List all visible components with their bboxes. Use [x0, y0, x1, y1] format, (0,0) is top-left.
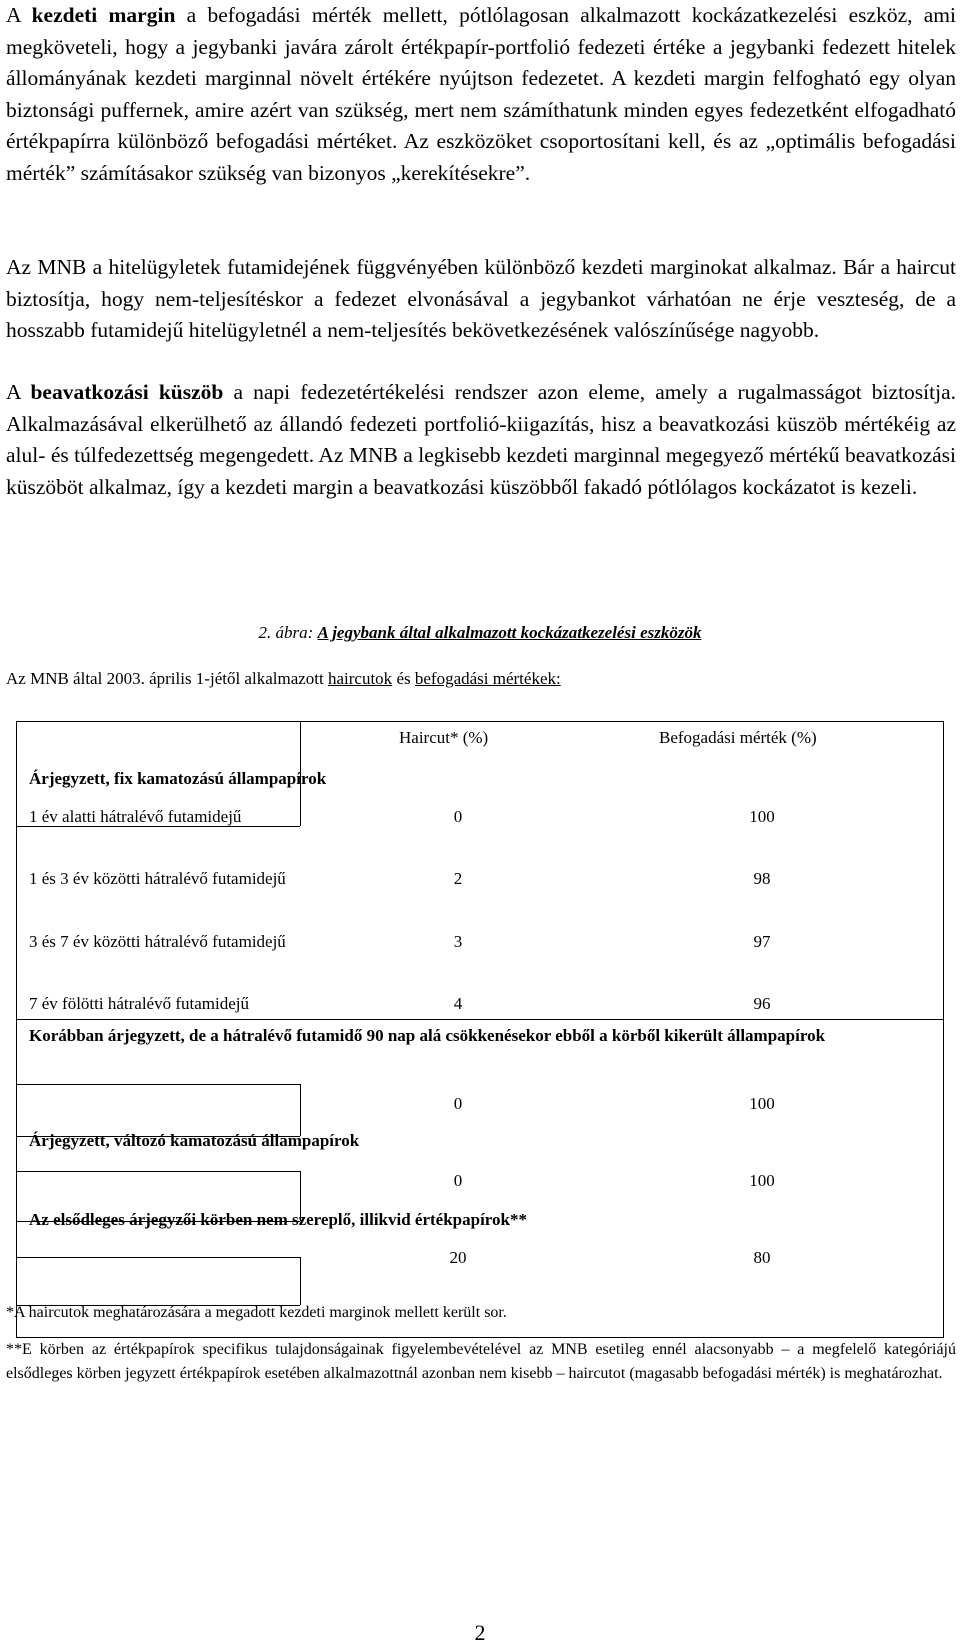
befogadas-value: 100	[749, 1171, 775, 1190]
haircut-value: 20	[449, 1248, 467, 1267]
term-kezdeti-margin: kezdeti margin	[31, 3, 176, 27]
haircut-value: 0	[453, 1094, 463, 1113]
haircut-value: 0	[453, 1171, 463, 1190]
befogadas-value: 100	[749, 1094, 775, 1113]
paragraph-kezdeti-margin: A kezdeti margin a befogadási mérték mellett, pótlólagosan alkalmazott kockázatkezelési eszköz, ami megköveteli, hogy a jegybanki javára zárolt értékpapír-portfolió fedezeti értéke a jegybanki fedezett hitelek állományának kezdeti marginnal növelt értékére nyújtson fedezetet. A kezdeti margin felfogható egy olyan biztonsági puffernek, amire azért van szükség, mert nem számíthatunk minden egyes fedezetként elfogadható értékpapírra különböző befogadási mértéket. Az eszközöket csoportosítani kell, és az „optimális befogadási mérték” számításakor szükség van bizonyos „kerekítésekre”.	[6, 3, 956, 185]
row-label: 1 év alatti hátralévő futamidejű	[29, 807, 242, 826]
row-label: 3 és 7 év közötti hátralévő futamidejű	[29, 932, 286, 951]
befogadas-value: 100	[749, 807, 775, 826]
table-divider	[300, 1257, 301, 1305]
term-beavatkozasi-kuszob: beavatkozási küszöb	[30, 380, 224, 404]
befogadas-value: 97	[753, 932, 771, 951]
table-intro: Az MNB által 2003. április 1-jétől alkalmazott haircutok és befogadási mértékek:	[6, 669, 561, 688]
row-label: 7 év fölötti hátralévő futamidejű	[29, 994, 249, 1013]
col-header-haircut: Haircut* (%)	[399, 728, 489, 747]
haircut-value: 0	[453, 807, 463, 826]
paragraph-futamido: Az MNB a hitelügyletek futamidejének függvényében különböző kezdeti marginokat alkalmaz. Bár a haircut biztosítja, hogy nem-teljesítéskor a fedezet elvonásával a jegybankot várhatóan ne érje veszteség, de a hosszabb futamidejű hitelügyletnél a nem-teljesítés bekövetkezésének valószínűsége nagyobb.	[6, 255, 956, 342]
row-label: 1 és 3 év közötti hátralévő futamidejű	[29, 869, 286, 888]
table-divider	[17, 1257, 300, 1258]
section-fix-kamatozasu: Árjegyzett, fix kamatozású állampapírok	[29, 769, 327, 788]
figure-title: A jegybank által alkalmazott kockázatkezelési eszközök	[317, 623, 702, 642]
footnote-haircut: *A haircutok meghatározására a megadott kezdeti marginok mellett került sor.	[6, 1304, 507, 1321]
section-valtozo-kamatozasu: Árjegyzett, változó kamatozású állampapírok	[29, 1131, 360, 1150]
befogadas-value: 98	[753, 869, 771, 888]
paragraph-beavatkozasi-kuszob: A beavatkozási küszöb a napi fedezetértékelési rendszer azon eleme, amely a rugalmasságot biztosítja. Alkalmazásával elkerülhető az állandó fedezeti portfolió-kiigazítás, hisz a beavatkozási küszöb mértékéig az alul- és túlfedezettség megengedett. Az MNB a legkisebb kezdeti marginnal megegyező mértékű beavatkozási küszöböt alkalmaz, így a kezdeti margin a beavatkozási küszöbből fakadó pótlólagos kockázatot is kezeli.	[6, 380, 956, 499]
footnote-illikvid: **E körben az értékpapírok specifikus tulajdonságainak figyelembevételével az MNB esetileg ennél alacsonyabb – a megfelelő kategóriájú elsődleges körben jegyzett értékpapírok esetében alkalmazottnál azonban nem kisebb – haircutot (magasabb befogadási mérték) is meghatározhat.	[6, 1341, 956, 1382]
haircut-value: 4	[453, 994, 463, 1013]
table-divider	[17, 1171, 300, 1172]
table-divider	[300, 1084, 301, 1136]
table-divider	[17, 1019, 943, 1020]
col-header-befogadas: Befogadási mérték (%)	[659, 728, 817, 747]
figure-caption: 2. ábra: A jegybank által alkalmazott kockázatkezelési eszközök	[258, 623, 702, 642]
befogadas-value: 96	[753, 994, 771, 1013]
haircut-value: 2	[453, 869, 463, 888]
section-illikvid: Az elsődleges árjegyzői körben nem szereplő, illikvid értékpapírok**	[29, 1210, 527, 1229]
table-divider	[17, 1084, 300, 1085]
section-korabban-arjegyzett: Korábban árjegyzett, de a hátralévő futamidő 90 nap alá csökkenésekor ebből a körből kikerült állampapírok	[29, 1026, 826, 1045]
haircut-value: 3	[453, 932, 463, 951]
befogadas-value: 80	[753, 1248, 771, 1267]
page-number: 2	[474, 1620, 486, 1645]
